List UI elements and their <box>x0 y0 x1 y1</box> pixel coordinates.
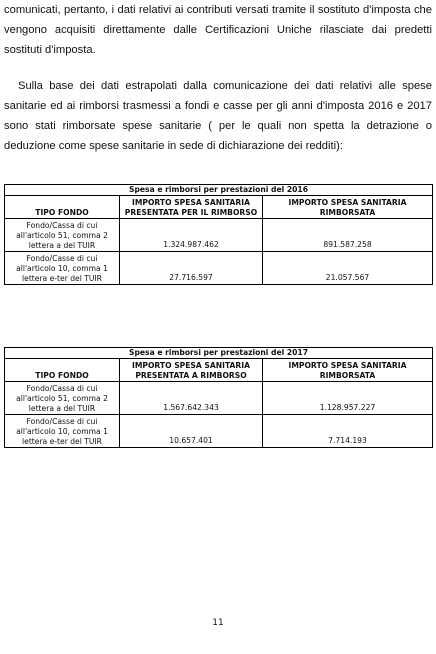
table-row <box>5 382 433 415</box>
paragraph-contributi: comunicati, pertanto, i dati relativi ai contributi versati tramite il sostituto d'imposta che vengono acquisiti direttamente dalle Certificazioni Uniche rilasciate dai predetti sostituti d'imposta. <box>4 4 432 56</box>
table-row <box>5 252 433 285</box>
cell-tipo-fondo: Fondo/Casse di cui all'articolo 10, comma 1 lettera e-ter del TUIR <box>5 252 120 285</box>
cell-spesa-rimborsata: 7.714.193 <box>263 415 433 448</box>
cell-spesa-rimborsata: 1.128.957.227 <box>263 382 433 415</box>
header-tipo-fondo: TIPO FONDO <box>5 196 120 219</box>
header-spesa-presentata: IMPORTO SPESA SANITARIA PRESENTATA A RIMBORSO <box>120 359 263 382</box>
header-tipo-fondo: TIPO FONDO <box>5 359 120 382</box>
table-2016-caption: Spesa e rimborsi per prestazioni del 2016 <box>5 185 433 196</box>
page-number: 11 <box>212 618 224 628</box>
cell-tipo-fondo: Fondo/Casse di cui all'articolo 10, comma 1 lettera e-ter del TUIR <box>5 415 120 448</box>
cell-spesa-presentata: 27.716.597 <box>120 252 263 285</box>
table-2017 <box>4 347 433 448</box>
cell-spesa-presentata: 10.657.401 <box>120 415 263 448</box>
cell-spesa-presentata: 1.324.987.462 <box>120 219 263 252</box>
table-row <box>5 415 433 448</box>
cell-spesa-rimborsata: 891.587.258 <box>263 219 433 252</box>
header-spesa-presentata: IMPORTO SPESA SANITARIA PRESENTATA PER IL RIMBORSO <box>120 196 263 219</box>
cell-spesa-rimborsata: 21.057.567 <box>263 252 433 285</box>
paragraph-spese-sanitarie <box>4 76 432 156</box>
header-spesa-rimborsata: IMPORTO SPESA SANITARIA RIMBORSATA <box>263 359 433 382</box>
cell-tipo-fondo: Fondo/Cassa di cui all'articolo 51, comma 2 lettera a del TUIR <box>5 219 120 252</box>
header-spesa-rimborsata: IMPORTO SPESA SANITARIA RIMBORSATA <box>263 196 433 219</box>
cell-spesa-presentata: 1.567.642.343 <box>120 382 263 415</box>
table-row <box>5 219 433 252</box>
table-2016 <box>4 184 433 285</box>
paragraph-spese-sanitarie-text: Sulla base dei dati estrapolati dalla comunicazione dei dati relativi alle spese sanitarie ed ai rimborsi trasmessi a fondi e casse per gli anni d'imposta 2016 e 2017 sono stati rimborsate spese sanitarie ( per le quali non spetta la detrazione o deduzione come spese sanitarie in sede di dichiarazione dei redditi): <box>4 80 432 152</box>
cell-tipo-fondo: Fondo/Cassa di cui all'articolo 51, comma 2 lettera a del TUIR <box>5 382 120 415</box>
table-2017-caption: Spesa e rimborsi per prestazioni del 2017 <box>5 348 433 359</box>
